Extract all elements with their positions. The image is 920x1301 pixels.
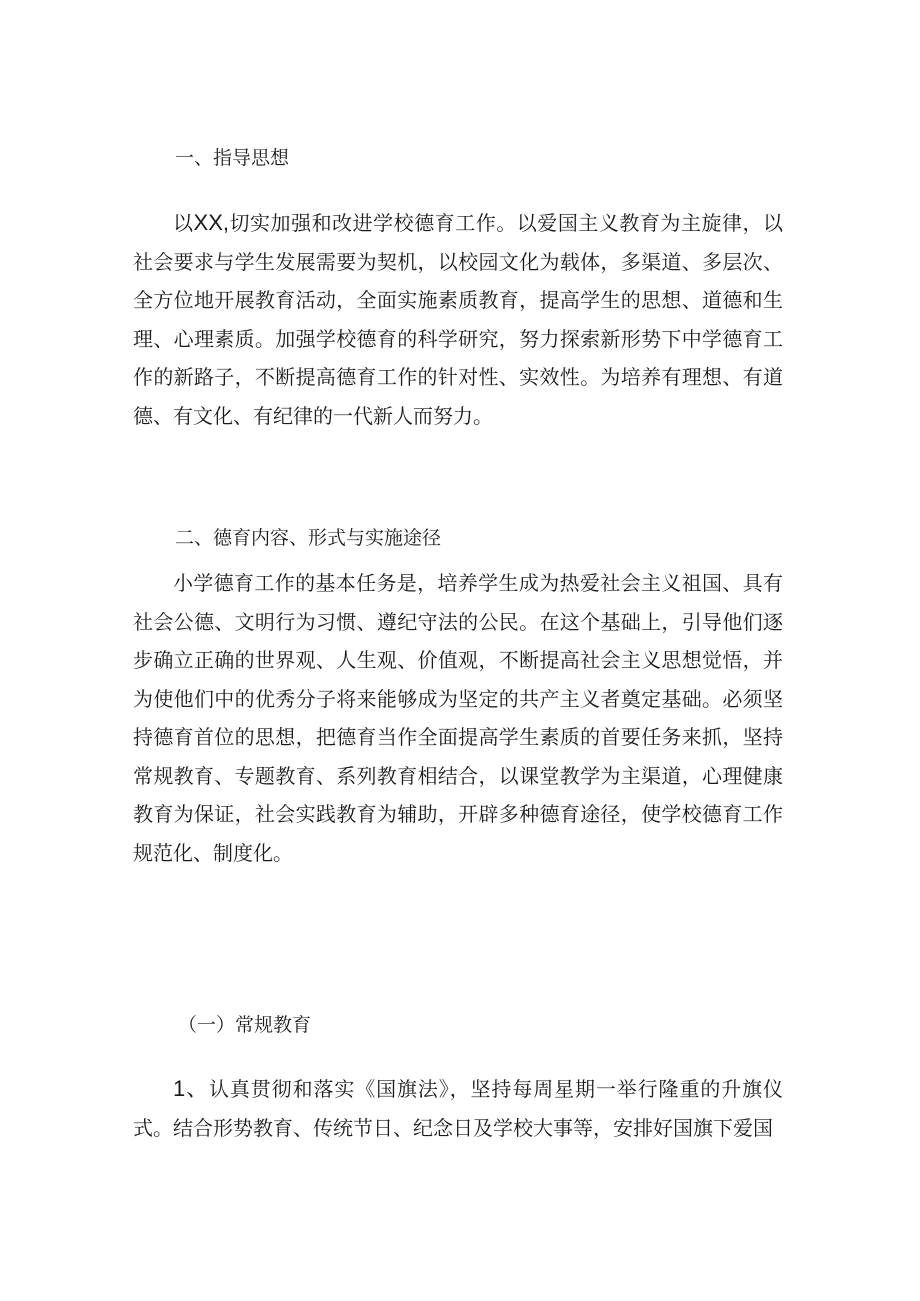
placeholder-text: XX, <box>193 210 229 235</box>
subsection-heading-routine-education: （一）常规教育 <box>178 1014 312 1036</box>
paragraph-guiding-ideology <box>133 204 783 435</box>
section-heading-guiding-ideology: 一、指导思想 <box>175 147 290 169</box>
item-number: 1、 <box>173 1076 210 1101</box>
paragraph-prefix: 以 <box>173 211 194 235</box>
section-heading-moral-education-content: 二、德育内容、形式与实施途径 <box>175 527 442 549</box>
paragraph-body: 切实加强和改进学校德育工作。以爱国主义教育为主旋律，以社会要求与学生发展需要为契机，以校园文化为载体，多渠道、多层次、全方位地开展教育活动，全面实施素质教育，提高学生的思想、道德和生理、心理素质。加强学校德育的科学研究，努力探索新形势下中学德育工作的新路子，不断提高德育工作的针对性、实效性。为培养有理想、有道德、有文化、有纪律的一代新人而努力。 <box>133 211 784 428</box>
paragraph-moral-education-content: 小学德育工作的基本任务是，培养学生成为热爱社会主义祖国、具有社会公德、文明行为习惯、遵纪守法的公民。在这个基础上，引导他们逐步确立正确的世界观、人生观、价值观，不断提高社会主义思想觉悟，并为使他们中的优秀分子将来能够成为坚定的共产主义者奠定基础。必须坚持德育首位的思想，把德育当作全面提高学生素质的首要任务来抓，坚持常规教育、专题教育、系列教育相结合，以课堂教学为主渠道，心理健康教育为保证，社会实践教育为辅助，开辟多种德育途径，使学校德育工作规范化、制度化。 <box>133 571 783 865</box>
paragraph-body: 认真贯彻和落实《国旗法》，坚持每周星期一举行隆重的升旗仪式。结合形势教育、传统节日、纪念日及学校大事等，安排好国旗下爱国 <box>133 1077 783 1140</box>
paragraph-routine-education-item-1 <box>133 1070 783 1147</box>
